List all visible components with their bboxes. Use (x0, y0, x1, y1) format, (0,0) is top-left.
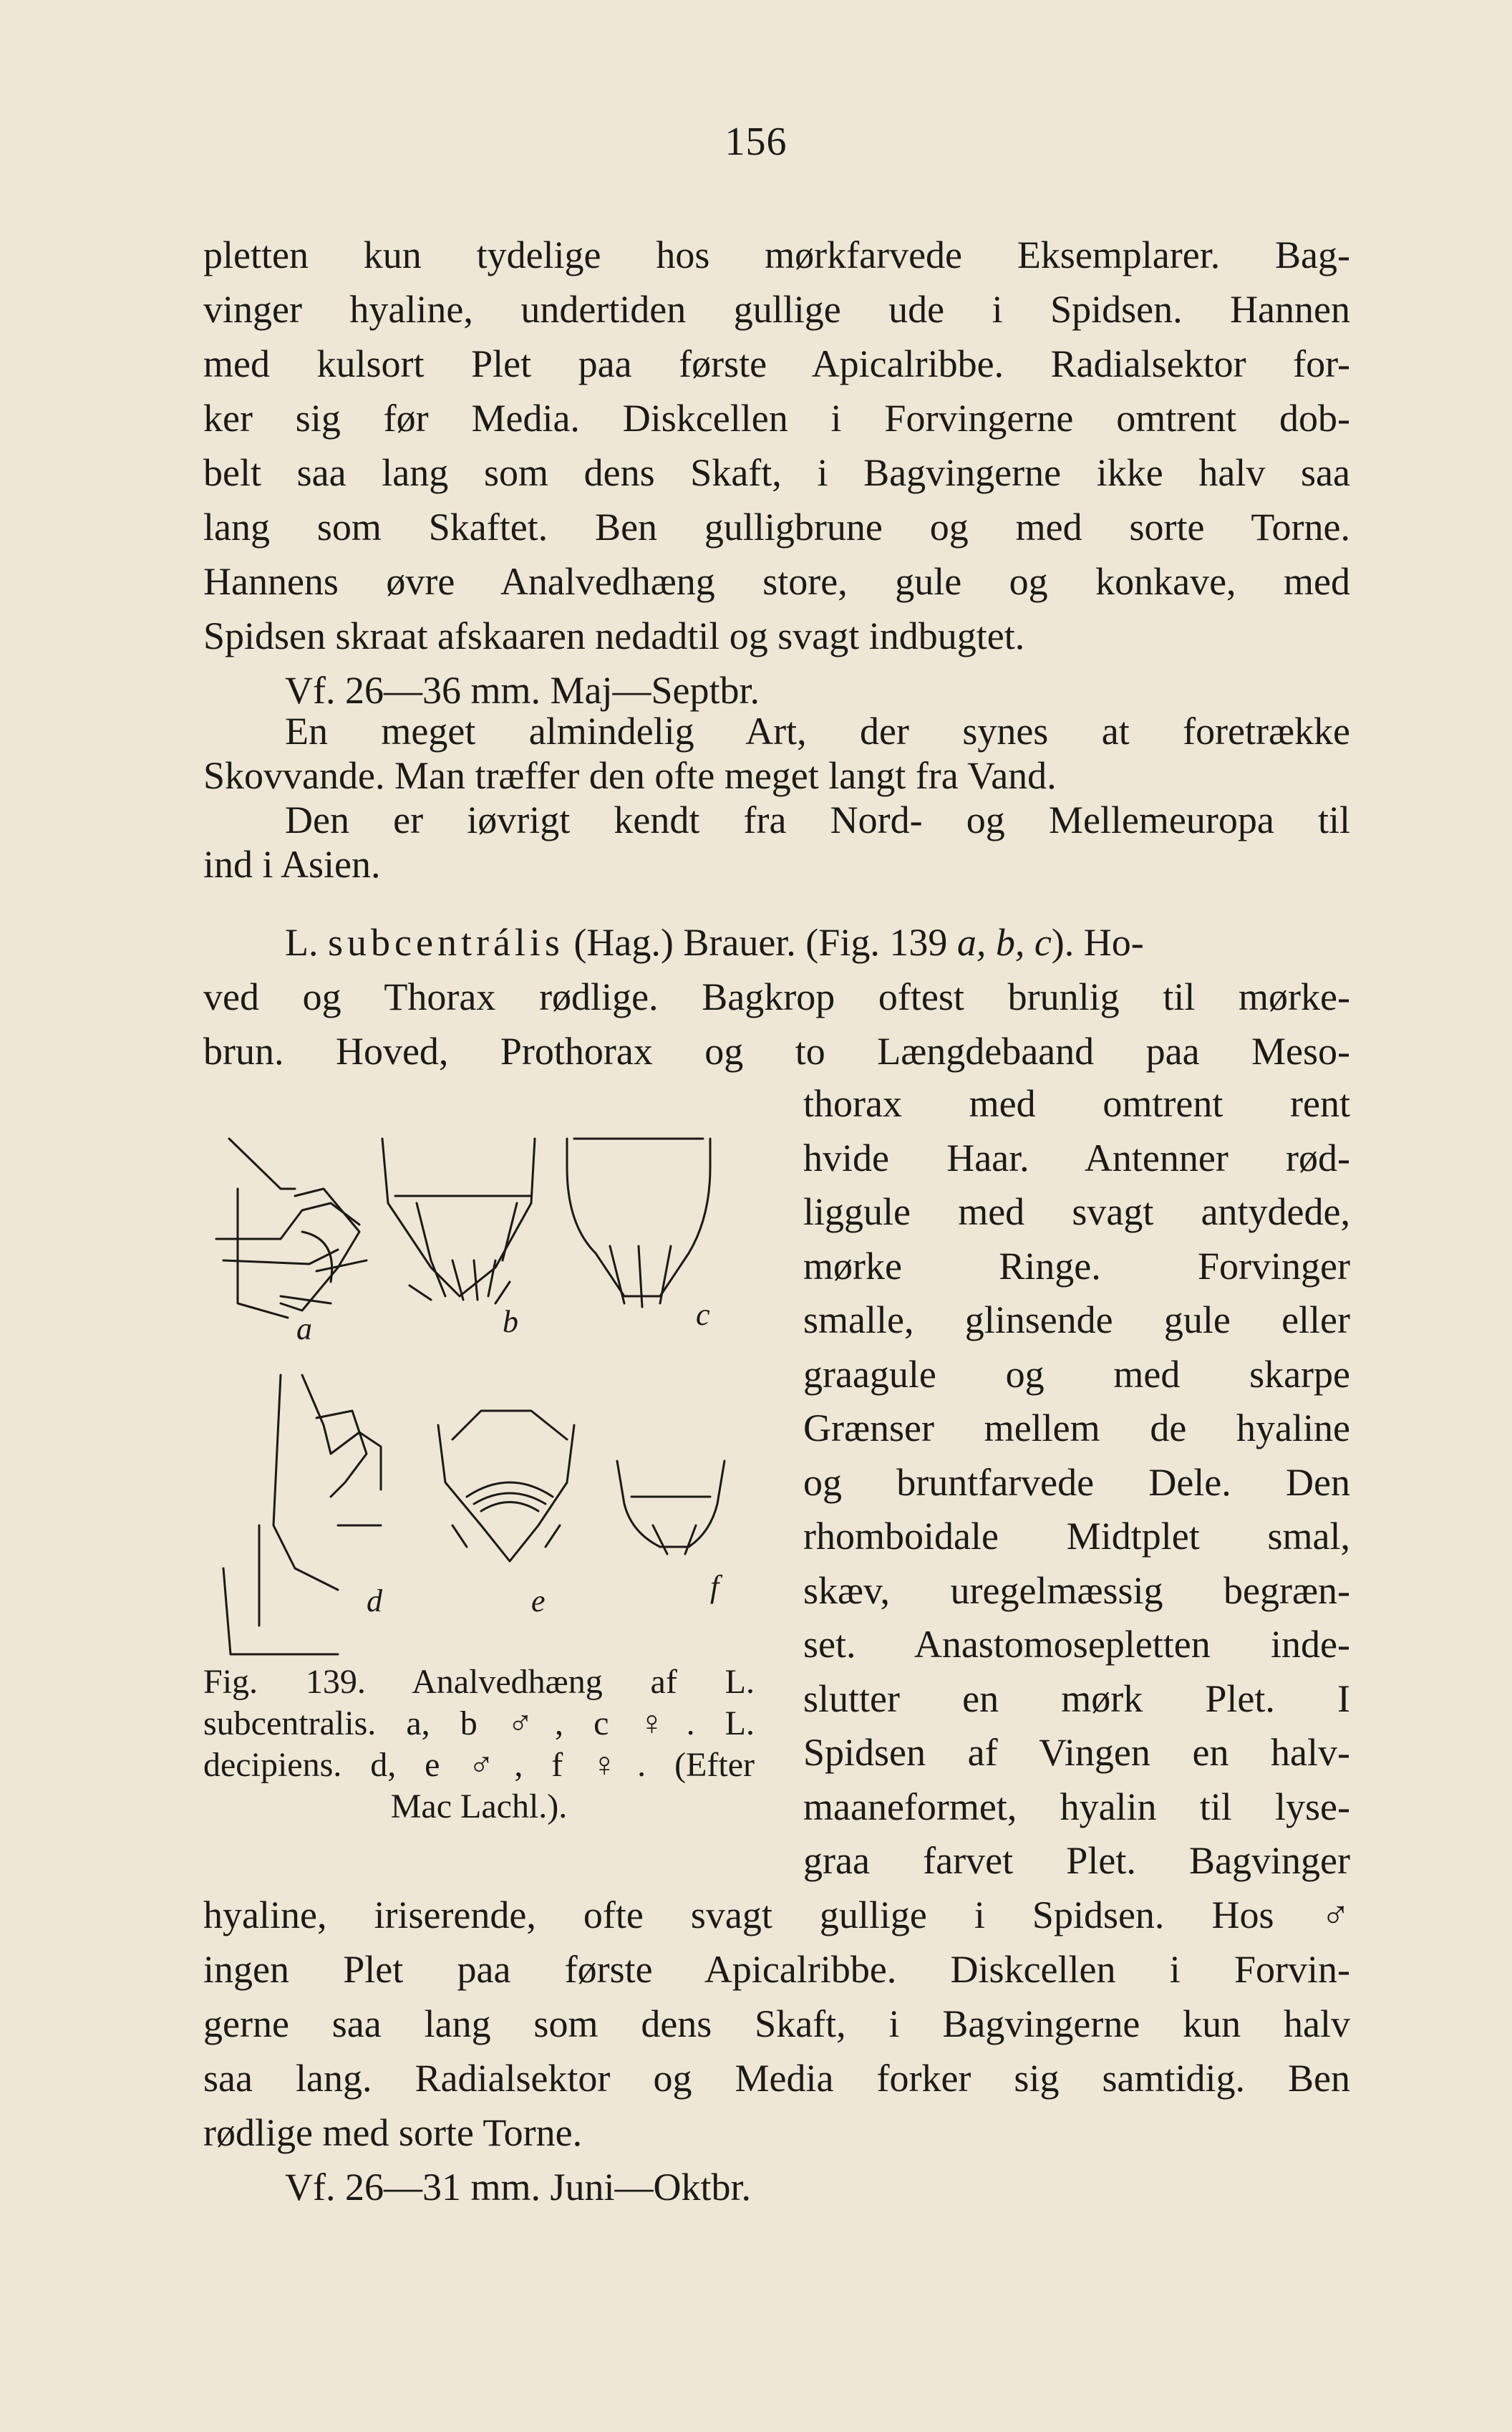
text-line: brun. Hoved, Prothorax og to Længdebaand paa Meso- (203, 1030, 1350, 1073)
text-line: maaneformet, hyalin til lyse- (803, 1785, 1350, 1828)
text-line: gerne saa lang som dens Skaft, i Bagvingerne kun halv (203, 2002, 1350, 2045)
text-line: Spidsen af Vingen en halv- (803, 1731, 1350, 1774)
caption-line: Fig. 139. Analvedhæng af L. (203, 1663, 755, 1701)
bottom-paragraph (203, 1888, 1350, 2214)
figure-f (617, 1461, 724, 1554)
text-line: ingen Plet paa første Apicalribbe. Diskcellen i Forvin- (203, 1948, 1350, 1991)
text-line: saa lang. Radialsektor og Media forker sig samtidig. Ben (203, 2057, 1350, 2100)
page-number: 156 (724, 120, 788, 164)
figure-label-e: e (531, 1583, 546, 1618)
text-line: ved og Thorax rødlige. Bagkrop oftest brunlig til mørke- (203, 975, 1350, 1018)
text-line: Grænser mellem de hyaline (803, 1406, 1350, 1449)
text-line: slutter en mørk Plet. I (803, 1676, 1350, 1720)
habitat-paragraph (203, 709, 1350, 887)
text-line: En meget almindelig Art, der synes at foretrække (285, 710, 1350, 753)
species-heading (203, 915, 1350, 970)
species-fig-refs: a, b, c (956, 921, 1052, 964)
text-line: set. Anastomosepletten inde- (803, 1623, 1350, 1666)
caption-line: decipiens. d, e ♂, f ♀. (Efter (203, 1746, 755, 1784)
figure-a (216, 1139, 367, 1318)
text-line: med kulsort Plet paa første Apicalribbe. Radialsektor for- (203, 342, 1350, 385)
text-line: ind i Asien. (203, 843, 381, 886)
text-line: thorax med omtrent rent (803, 1082, 1350, 1125)
species-paragraph (203, 915, 1350, 1079)
size-line: Vf. 26—31 mm. Juni—Oktbr. (285, 2166, 752, 2209)
text-line: lang som Skaftet. Ben gulligbrune og med sorte Torne. (203, 506, 1350, 549)
text-line: hvide Haar. Antenner rød- (803, 1136, 1350, 1179)
species-name: subcentrális (328, 921, 564, 964)
text-line: hyaline, iriserende, ofte svagt gullige i Spidsen. Hos ♂ (203, 1893, 1350, 1936)
size-line: Vf. 26—36 mm. Maj—Septbr. (285, 669, 760, 712)
text-line: og bruntfarvede Dele. Den (803, 1460, 1350, 1504)
figure-b (382, 1139, 535, 1303)
figure-label-b: b (503, 1304, 518, 1339)
text-line: vinger hyaline, undertiden gullige ude i Spidsen. Hannen (203, 288, 1350, 331)
caption-line: Mac Lachl.). (390, 1787, 568, 1825)
text-line: pletten kun tydelige hos mørkfarvede Eksemplarer. Bag- (203, 233, 1350, 276)
text-line: graa farvet Plet. Bagvinger (803, 1839, 1350, 1882)
text-line: Skovvande. Man træffer den ofte meget langt fra Vand. (203, 754, 1057, 797)
text-line: Spidsen skraat afskaaren nedadtil og svagt indbugtet. (203, 614, 1025, 657)
figure-label-f: f (710, 1569, 719, 1604)
text-line: rødlige med sorte Torne. (203, 2111, 583, 2154)
figure-c (567, 1139, 710, 1307)
text-line: rhomboidale Midtplet smal, (803, 1515, 1350, 1558)
text-line: graagule og med skarpe (803, 1352, 1350, 1396)
figure-d (223, 1375, 381, 1654)
figure-caption (203, 1661, 755, 1828)
figure-label-a: a (296, 1311, 312, 1346)
figure-label-d: d (367, 1583, 382, 1618)
figure-illustration (195, 1124, 767, 1669)
figure-e (438, 1411, 574, 1561)
caption-line: subcentralis. a, b ♂, c ♀. L. (203, 1704, 755, 1742)
description-paragraph (203, 228, 1350, 718)
text-line: Den er iøvrigt kendt fra Nord- og Mellemeuropa til (285, 798, 1350, 841)
text-line: smalle, glinsende gule eller (803, 1298, 1350, 1341)
text-line: Hannens øvre Analvedhæng store, gule og konkave, med (203, 560, 1350, 603)
text-line: ker sig før Media. Diskcellen i Forvingerne omtrent dob- (203, 397, 1350, 440)
species-after: ). Ho- (1051, 921, 1144, 964)
text-line: skæv, uregelmæssig begræn- (803, 1568, 1350, 1612)
species-authority: (Hag.) Brauer. (Fig. 139 (573, 921, 948, 964)
figure-label-c: c (696, 1297, 710, 1332)
figure-139 (195, 1124, 767, 1669)
text-line: mørke Ringe. Forvinger (803, 1244, 1350, 1288)
species-prefix: L. (285, 921, 319, 964)
right-column-text (803, 1077, 1350, 1888)
text-line: belt saa lang som dens Skaft, i Bagvingerne ikke halv saa (203, 451, 1350, 494)
text-line: liggule med svagt antydede, (803, 1190, 1350, 1233)
